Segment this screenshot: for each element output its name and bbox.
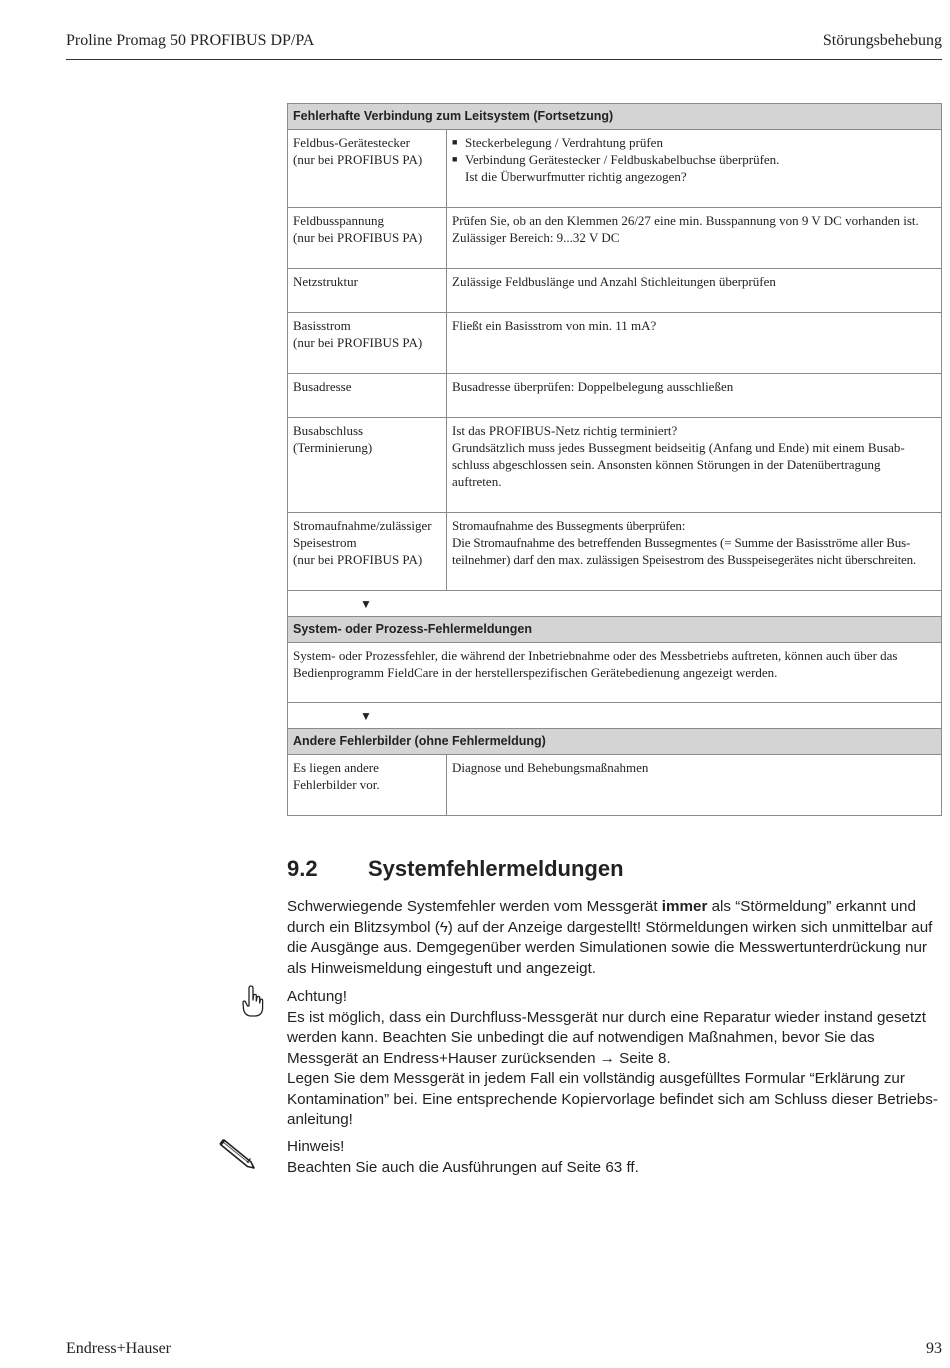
flow-arrow-row: [288, 703, 942, 729]
table-row: [288, 755, 942, 816]
flow-arrow-row: [288, 591, 942, 617]
section-title-process-errors: System- oder Prozess-Fehlermeldungen: [288, 617, 942, 643]
row-label: Es liegen andere Fehlerbilder vor.: [288, 755, 447, 816]
caution-text: Es ist möglich, dass ein Durchfluss-Messgerät nur durch eine Reparatur wieder instand gesetzt werden kann. Beachten Sie unbedingt die auf notwendigen Maßnahmen, bevor Sie das Messgerät an Endress+Hauser zurücksenden → Seite 8.: [287, 1008, 927, 1067]
row-remedy: Prüfen Sie, ob an den Klemmen 26/27 eine min. Busspannung von 9 V DC vorhanden ist. Zulässiger Bereich: 9...32 V DC: [447, 208, 942, 269]
table-section-header: [288, 729, 942, 755]
process-errors-text: System- oder Prozessfehler, die während der Inbetriebnahme oder des Messbetriebs auftreten, können auch über das Bedienprogramm FieldCare in der herstellerspezifischen Gerätebedienung angezeigt werden.: [288, 643, 942, 703]
section-heading: [287, 856, 624, 882]
note-text: Beachten Sie auch die Ausführungen auf Seite 63 ff.: [287, 1158, 639, 1176]
table-row: [288, 208, 942, 269]
row-remedy: Busadresse überprüfen: Doppelbelegung ausschließen: [447, 374, 942, 418]
section-title-other-errors: Andere Fehlerbilder (ohne Fehlermeldung): [288, 729, 942, 755]
section-title: Systemfehlermeldungen: [368, 856, 624, 881]
table-row: [288, 643, 942, 703]
section-number: 9.2: [287, 856, 318, 881]
row-label: Busabschluss (Terminierung): [288, 418, 447, 513]
header-divider: [66, 59, 942, 60]
caution-note: [287, 987, 942, 1131]
running-header-chapter: Störungsbehebung: [822, 32, 942, 49]
list-item: ■ Verbindung Gerätestecker / Feldbuskabelbuchse überprüfen.: [452, 151, 937, 168]
note: [287, 1137, 942, 1178]
section-title-connection: Fehlerhafte Verbindung zum Leitsystem (Fortsetzung): [288, 104, 942, 130]
note-title: Hinweis!: [287, 1138, 345, 1155]
row-remedy: ■ Steckerbelegung / Verdrahtung prüfen ■ Verbindung Gerätestecker / Feldbuskabelbuchse überprüfen. Ist die Überwurfmutter richtig angezogen?: [447, 130, 942, 208]
row-label: Netzstruktur: [288, 269, 447, 313]
row-remedy: Zulässige Feldbuslänge und Anzahl Stichleitungen überprüfen: [447, 269, 942, 313]
list-item: ■ Steckerbelegung / Verdrahtung prüfen: [452, 134, 937, 151]
running-header-title: Proline Promag 50 PROFIBUS DP/PA: [66, 32, 315, 49]
down-arrow-icon: ▼: [360, 709, 372, 723]
table-row: [288, 130, 942, 208]
down-arrow-icon: ▼: [360, 597, 372, 611]
row-label: Feldbusspannung (nur bei PROFIBUS PA): [288, 208, 447, 269]
table-section-header: [288, 104, 942, 130]
row-label: Feldbus-Gerätestecker (nur bei PROFIBUS PA): [288, 130, 447, 208]
table-section-header: [288, 617, 942, 643]
caution-hand-icon: [240, 984, 266, 1018]
intro-paragraph: Schwerwiegende Systemfehler werden vom Messgerät immer als “Störmeldung” erkannt und durch ein Blitzsymbol (ϟ) auf der Anzeige dargestellt! Störmeldungen wirken sich unmittelbar auf die Ausgänge aus. Demgegenüber werden Simulationen sowie die Messwertunterdrückung nur als Hinweismeldung eingestuft und angezeigt.: [287, 898, 933, 977]
row-remedy: Diagnose und Behebungsmaßnahmen: [447, 755, 942, 816]
table-row: [288, 269, 942, 313]
row-remedy: Ist das PROFIBUS-Netz richtig terminiert? Grundsätzlich muss jedes Bussegment beidseitig (Anfang und Ende) mit einem Busab- schluss abgeschlossen sein. Ansonsten können Störungen in der Datenübertragung auftreten.: [447, 418, 942, 513]
table-row: [288, 418, 942, 513]
pencil-icon: [218, 1136, 258, 1170]
row-remedy: Fließt ein Basisstrom von min. 11 mA?: [447, 313, 942, 374]
row-label: Busadresse: [288, 374, 447, 418]
page-number: 93: [926, 1340, 942, 1357]
row-label: Stromaufnahme/zulässiger Speisestrom (nur bei PROFIBUS PA): [288, 513, 447, 591]
emphasis-text: immer: [661, 898, 708, 915]
table-row: [288, 513, 942, 591]
caution-text: Legen Sie dem Messgerät in jedem Fall ein vollständig ausgefülltes Formular “Erklärung zur Kontamination” bei. Eine entsprechende Kopiervorlage befindet sich am Schluss dieser Betriebs-anleitung!: [287, 1070, 938, 1128]
row-remedy: Stromaufnahme des Bussegments überprüfen: Die Stromaufnahme des betreffenden Bussegmentes (= Summe der Basisströme aller Bus- teilnehmer) darf den max. zulässigen Speisestrom des Busspeisegerätes nicht überschreiten.: [447, 513, 942, 591]
caution-title: Achtung!: [287, 988, 347, 1005]
table-row: [288, 374, 942, 418]
row-label: Basisstrom (nur bei PROFIBUS PA): [288, 313, 447, 374]
troubleshooting-table: [287, 103, 942, 816]
table-row: [288, 313, 942, 374]
footer-company: Endress+Hauser: [66, 1340, 171, 1357]
